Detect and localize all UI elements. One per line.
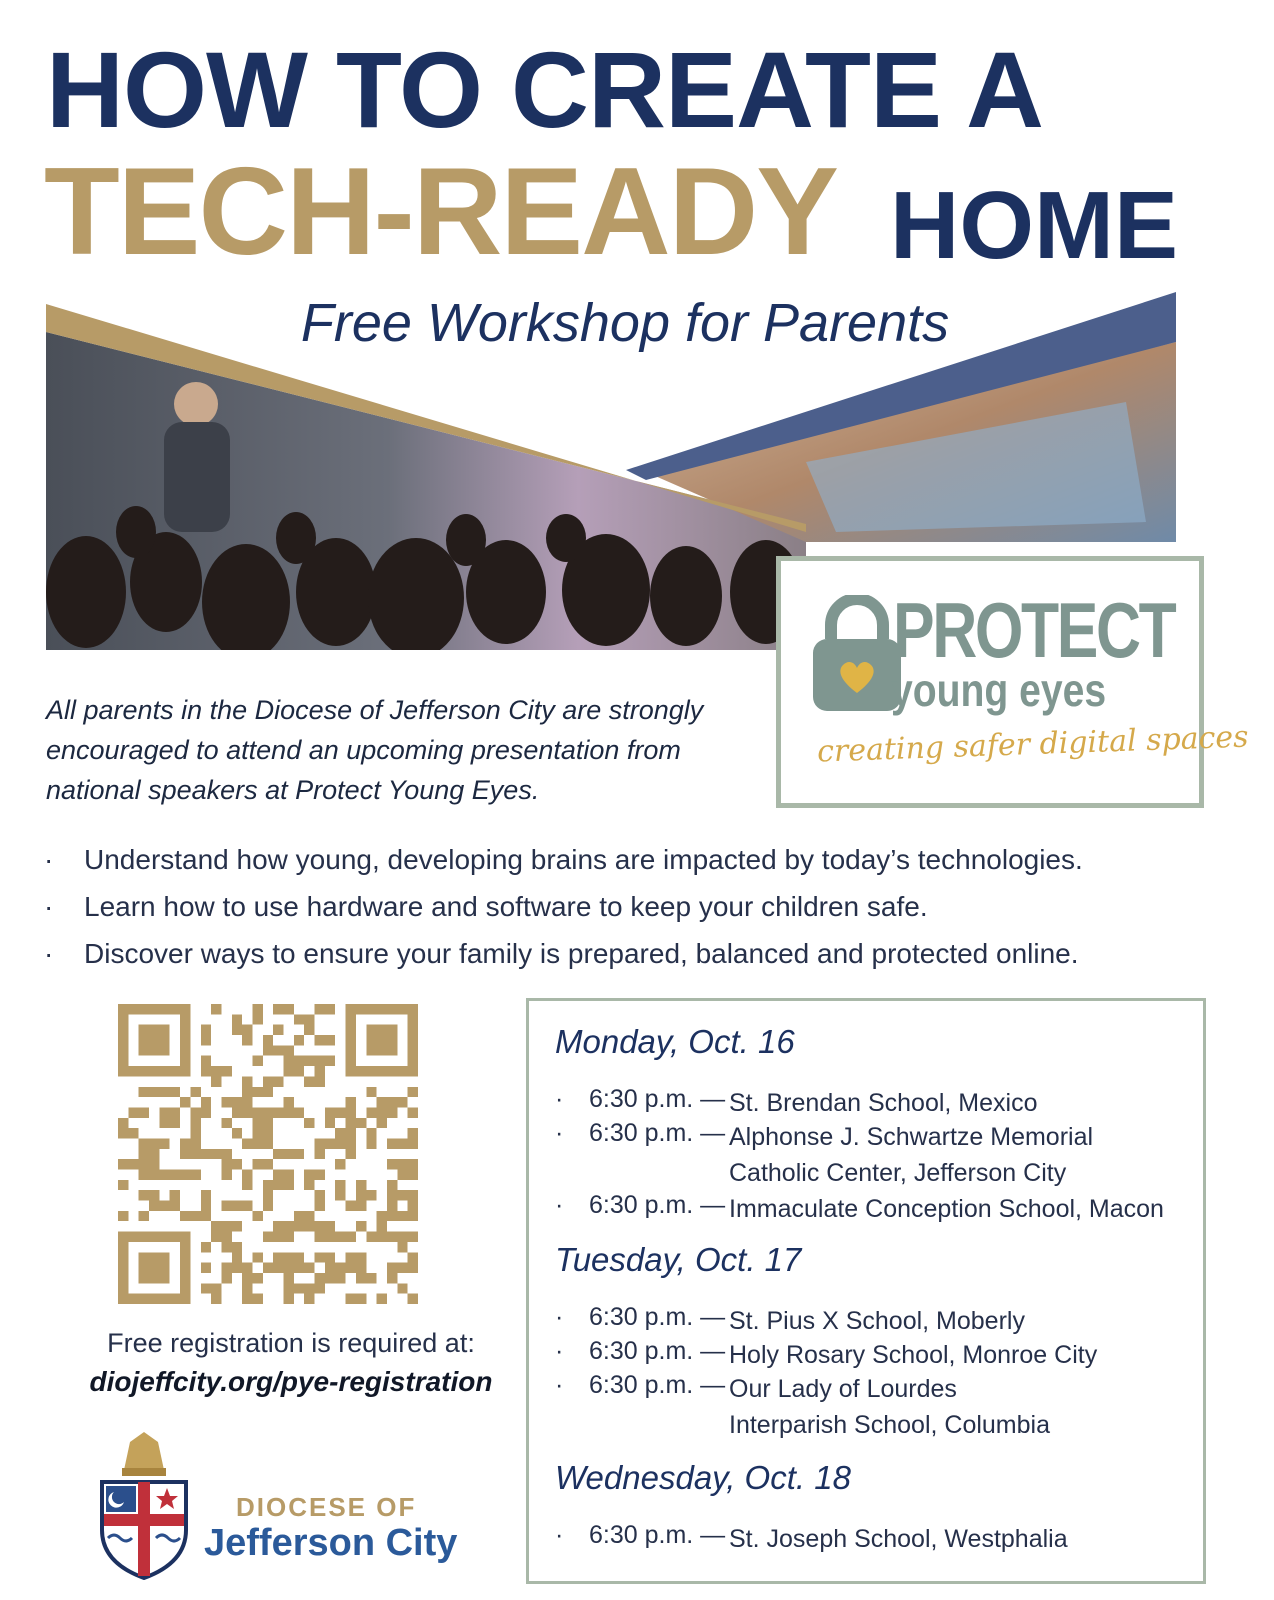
title-accent: TECH-READY <box>44 143 837 281</box>
event-time: 6:30 p.m. — <box>589 1119 726 1147</box>
event-time: 6:30 p.m. — <box>589 1303 726 1331</box>
event-place: Alphonse J. Schwartze Memorial Catholic Center, Jefferson City <box>729 1123 1094 1187</box>
schedule-event: · 6:30 p.m. — Holy Rosary School, Monroe City <box>555 1337 1189 1373</box>
benefit-item: · Discover ways to ensure your family is prepared, balanced and protected online. <box>44 930 1234 977</box>
event-place: Our Lady of Lourdes Interparish School, Columbia <box>729 1375 1050 1439</box>
schedule-event: · 6:30 p.m. — Our Lady of Lourdes Interparish School, Columbia <box>555 1371 1069 1443</box>
schedule-day-tuesday: Tuesday, Oct. 17 <box>555 1241 802 1278</box>
event-time: 6:30 p.m. — <box>589 1521 726 1549</box>
event-place: Immaculate Conception School, Macon <box>729 1195 1164 1223</box>
event-time: 6:30 p.m. — <box>589 1371 726 1399</box>
logo-tagline: creating safer digital spaces <box>816 719 1250 770</box>
benefits-list <box>44 836 1234 977</box>
schedule-event: · 6:30 p.m. — St. Pius X School, Moberly <box>555 1303 1189 1339</box>
intro-paragraph: All parents in the Diocese of Jefferson City are strongly encouraged to attend an upcoming presentation from national speakers at Protect Young Eyes. <box>46 695 704 805</box>
benefit-item: · Learn how to use hardware and software to keep your children safe. <box>44 883 1234 930</box>
diocese-label: DIOCESE OF <box>236 1492 417 1522</box>
schedule-box <box>526 998 1206 1584</box>
title-line-2-end: HOME <box>890 172 1178 279</box>
schedule-event: · 6:30 p.m. — St. Joseph School, Westphalia <box>555 1521 1189 1557</box>
title-line-1: HOW TO CREATE A <box>46 29 1043 150</box>
qr-code[interactable] <box>118 1004 418 1304</box>
protect-young-eyes-logo <box>776 556 1250 808</box>
event-time: 6:30 p.m. — <box>589 1191 726 1219</box>
benefit-item: · Understand how young, developing brains are impacted by today’s technologies. <box>44 836 1234 883</box>
event-place: St. Brendan School, Mexico <box>729 1089 1038 1117</box>
logo-protect-text: PROTECT <box>893 586 1175 674</box>
schedule-event: · 6:30 p.m. — Immaculate Conception School, Macon <box>555 1191 1189 1227</box>
event-place: St. Pius X School, Moberly <box>729 1307 1025 1335</box>
schedule-event: · 6:30 p.m. — Alphonse J. Schwartze Memorial Catholic Center, Jefferson City <box>555 1119 1109 1191</box>
diocese-name: Jefferson City <box>204 1522 458 1564</box>
subtitle: Free Workshop for Parents <box>300 293 950 353</box>
event-place: Holy Rosary School, Monroe City <box>729 1341 1098 1369</box>
event-place: St. Joseph School, Westphalia <box>729 1525 1068 1553</box>
schedule-event: · 6:30 p.m. — St. Brendan School, Mexico <box>555 1085 1189 1121</box>
event-time: 6:30 p.m. — <box>589 1085 726 1113</box>
registration-label: Free registration is required at: <box>107 1328 475 1358</box>
logo-young-eyes-text: young eyes <box>891 664 1107 716</box>
lock-icon <box>811 595 903 715</box>
schedule-day-wednesday: Wednesday, Oct. 18 <box>555 1459 851 1496</box>
schedule-day-monday: Monday, Oct. 16 <box>555 1023 795 1060</box>
registration-link[interactable]: diojeffcity.org/pye-registration <box>89 1366 493 1397</box>
event-time: 6:30 p.m. — <box>589 1337 726 1365</box>
diocese-crest-icon <box>96 1430 192 1580</box>
